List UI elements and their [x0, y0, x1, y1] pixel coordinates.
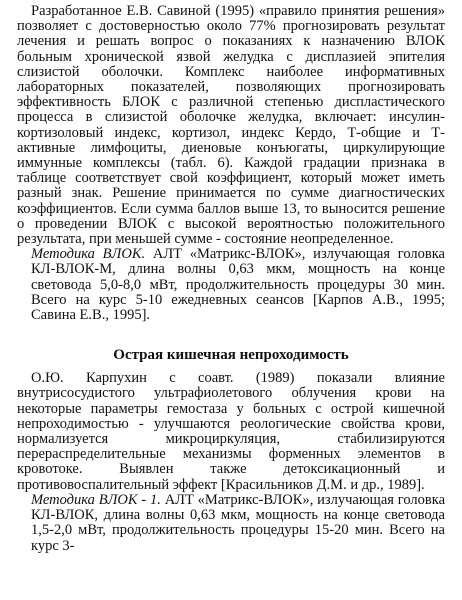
- obstruction-method-paragraph: [17, 493, 445, 554]
- ulcer-method-paragraph: [17, 247, 445, 323]
- ulcer-method-label: Методика ВЛОК.: [31, 246, 146, 263]
- obstruction-method-text: АЛТ «Матрикс-ВЛОК», излучающая головка КЛ-ВЛОК, длина волны 0,63 мкм, мощность на конце световода 1,5-2,0 мВт, продолжительность процедуры 15-20 мин. Всего на курс 3-: [31, 491, 446, 554]
- obstruction-paragraph: О.Ю. Карпухин с соавт. (1989) показали влияние внутрисосудистого ультрафиолетового облучения крови на некоторые параметры гемостаза у больных с острой кишечной непроходимостью - улучшаются реологические свойства крови, нормализуется микроциркуляция, стабилизируются перераспределительные механизмы форменных элементов в кровотоке. Выявлен также детоксикационный и противовоспалительный эффект [Красильников Д.М. и др., 1989].: [17, 370, 445, 493]
- section-heading-obstruction: Острая кишечная непроходимость: [113, 347, 349, 364]
- ulcer-method-text: АЛТ «Матрикс-ВЛОК», излучающая головка КЛ-ВЛОК-М, длина волны 0,63 мкм, мощность на конце световода 5,0-8,0 мВт, продолжительность процедуры 30 мин. Всего на курс 5-10 ежедневных сеансов [Карпов А.В., 1995; Савина Е.В., 1995].: [31, 246, 445, 324]
- obstruction-method-label: Методика ВЛОК - 1.: [31, 491, 161, 508]
- ulcer-paragraph: Разработанное Е.В. Савиной (1995) «правило принятия решения» позволяет с достоверностью около 77% прогнозировать результат лечения и решать вопрос о показаниях к назначению ВЛОК больным хронической язвой желудка с дисплазией эпителия слизистой оболочки. Комплекс наиболее информативных лабораторных показателей, позволяющих прогнозировать эффективность БЛОК с различной степенью диспластического процесса в слизистой оболочке желудка, включает: инсулин-кортизоловый индекс, кортизол, индекс Кердо, Т-общие и Т-активные лимфоциты, диеновые конъюгаты, циркулирующие иммунные комплексы (табл. 6). Каждой градации признака в таблице соответствует свой коэффициент, который может иметь разный знак. Решение принимается по сумме диагностических коэффициентов. Если сумма баллов выше 13, то выносится решение о проведении ВЛОК с высокой вероятностью положительного результата, при меньшей сумме - состояние неопределенное.: [17, 3, 445, 248]
